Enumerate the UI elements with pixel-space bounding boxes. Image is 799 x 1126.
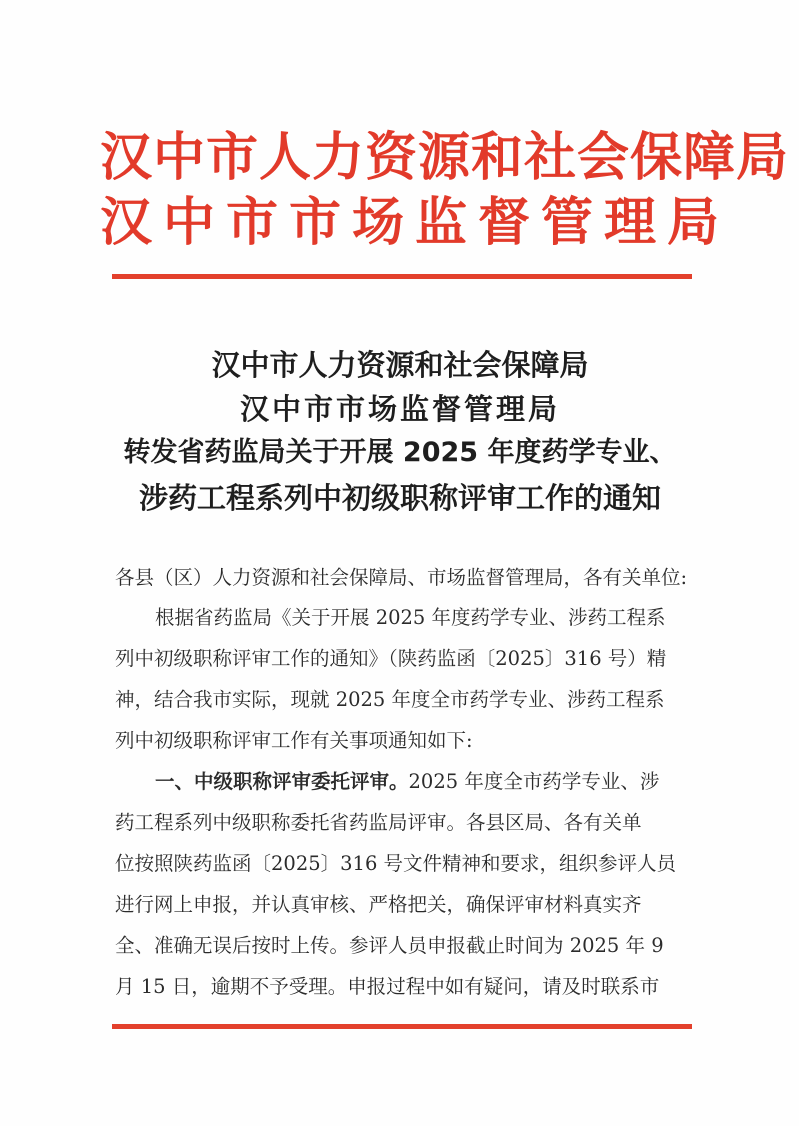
salutation: 各县（区）人力资源和社会保障局、市场监督管理局，各有关单位: (115, 566, 688, 589)
title-line-1: 汉中市人力资源和社会保障局 (211, 348, 589, 382)
paragraph-1-line-2: 列中初级职称评审工作的通知》（陕药监函〔2025〕316 号）精 (115, 647, 667, 670)
header-red-rule (112, 274, 692, 279)
header-org-line-1: 汉中市人力资源和社会保障局 (100, 128, 790, 188)
section-1-line-6: 月 15 日，逾期不予受理。申报过程中如有疑问，请及时联系市 (115, 975, 660, 998)
title-line-2: 汉中市市场监督管理局 (239, 392, 560, 426)
header-org-line-2: 汉中市市场监督管理局 (100, 193, 731, 253)
title-line-3: 转发省药监局关于开展 2025 年度药学专业、 (123, 437, 677, 468)
footer-red-rule (112, 1024, 692, 1029)
section-1-line-4: 进行网上申报，并认真审核、严格把关，确保评审材料真实齐 (115, 893, 642, 916)
section-1-line-5: 全、准确无误后按时上传。参评人员申报截止时间为 2025 年 9 (115, 934, 664, 957)
section-1-line-3: 位按照陕药监函〔2025〕316 号文件精神和要求，组织参评人员 (115, 852, 677, 875)
section-1-line-1-text: 2025 年度全市药学专业、涉 (408, 770, 660, 793)
title-line-4: 涉药工程系列中初级职称评审工作的通知 (138, 481, 661, 515)
section-1-heading: 一、中级职称评审委托评审。 (155, 770, 409, 793)
section-1-line-2: 药工程系列中级职称委托省药监局评审。各县区局、各有关单 (115, 811, 642, 834)
paragraph-1-line-1: 根据省药监局《关于开展 2025 年度药学专业、涉药工程系 (155, 606, 666, 629)
section-1-line-1 (155, 767, 745, 797)
paragraph-1-line-3: 神，结合我市实际，现就 2025 年度全市药学专业、涉药工程系 (115, 688, 665, 711)
paragraph-1-line-4: 列中初级职称评审工作有关事项通知如下: (115, 729, 473, 752)
